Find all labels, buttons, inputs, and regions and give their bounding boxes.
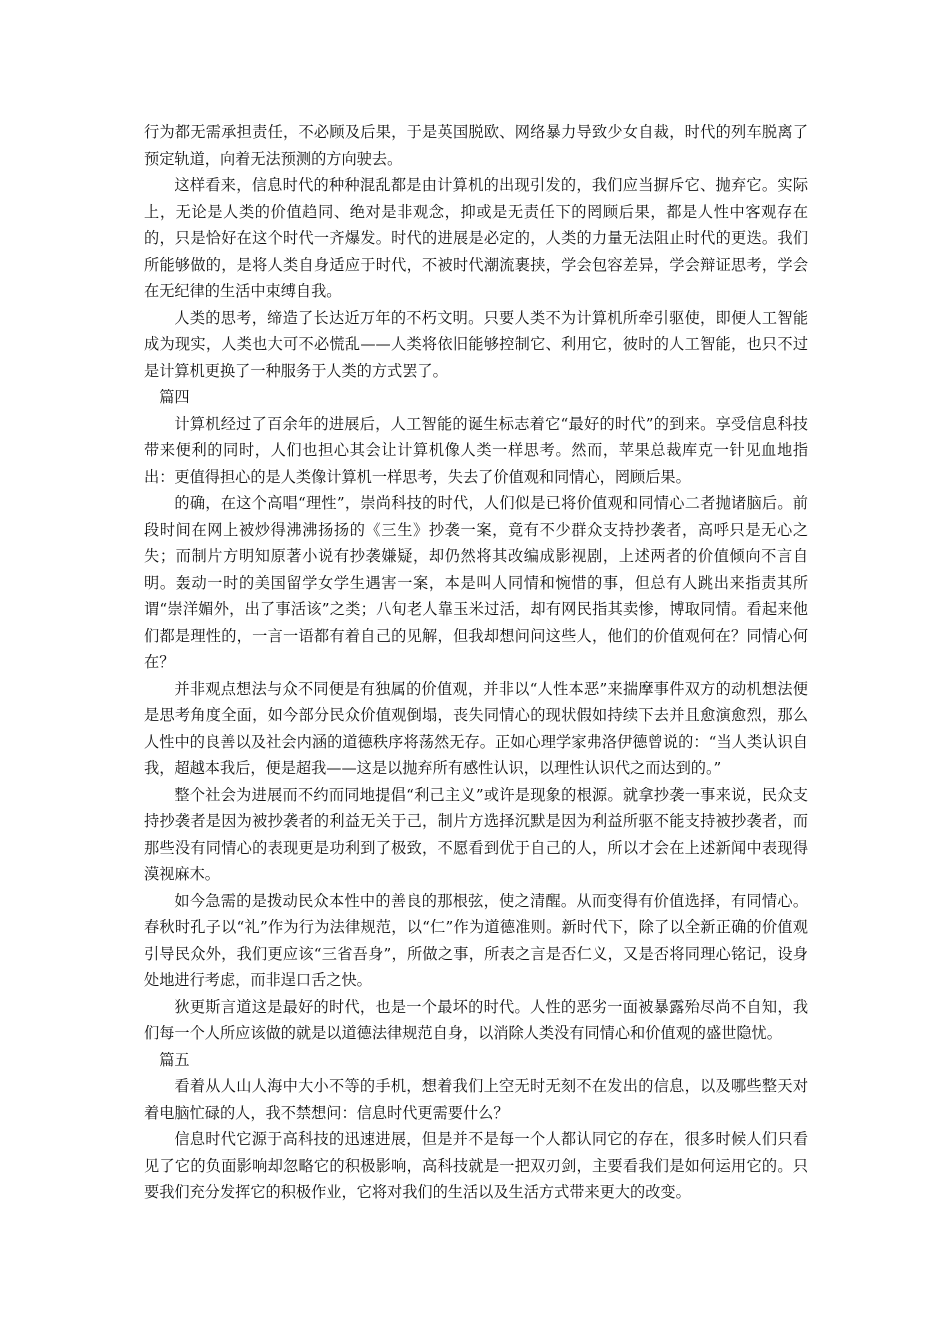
paragraph: 狄更斯言道这是最好的时代，也是一个最坏的时代。人性的恶劣一面被暴露殆尽尚不自知，我们每一个人所应该做的就是以道德法律规范自身，以消除人类没有同情心和价值观的盛世隐忧。 xyxy=(144,997,808,1042)
document-page xyxy=(144,119,808,1206)
section-heading-5: 篇五 xyxy=(159,1050,190,1069)
paragraph: 如今急需的是拨动民众本性中的善良的那根弦，使之清醒。从而变得有价值选择，有同情心。春秋时孔子以“礼”作为行为法律规范，以“仁”作为道德准则。新时代下，除了以全新正确的价值观引导民众外，我们更应该“三省吾身”，所做之事，所表之言是否仁义，又是否将同理心铭记，设身处地进行考虑，而非逞口舌之快。 xyxy=(144,891,808,989)
paragraph: 这样看来，信息时代的种种混乱都是由计算机的出现引发的，我们应当摒斥它、抛弃它。实际上，无论是人类的价值趋同、绝对是非观念，抑或是无责任下的罔顾后果，都是人性中客观存在的，只是恰好在这个时代一齐爆发。时代的进展是必定的，人类的力量无法阻止时代的更迭。我们所能够做的，是将人类自身适应于时代，不被时代潮流裹挟，学会包容差异，学会辩证思考，学会在无纪律的生活中束缚自我。 xyxy=(144,176,808,300)
paragraph: 信息时代它源于高科技的迅速进展，但是并不是每一个人都认同它的存在，很多时候人们只看见了它的负面影响却忽略它的积极影响，高科技就是一把双刃剑，主要看我们是如何运用它的。只要我们充分发挥它的积极作业，它将对我们的生活以及生活方式带来更大的改变。 xyxy=(144,1130,808,1201)
section-heading-4: 篇四 xyxy=(159,388,190,406)
paragraph-continuation: 行为都无需承担责任，不必顾及后果，于是英国脱欧、网络暴力导致少女自裁，时代的列车脱离了预定轨道，向着无法预测的方向驶去。 xyxy=(144,123,808,168)
paragraph: 计算机经过了百余年的进展后，人工智能的诞生标志着它“最好的时代”的到来。享受信息科技带来便利的同时，人们也担心其会让计算机像人类一样思考。然而，苹果总裁库克一针见血地指出：更值得担心的是人类像计算机一样思考，失去了价值观和同情心，罔顾后果。 xyxy=(144,414,808,486)
paragraph: 的确，在这个高唱“理性”，崇尚科技的时代，人们似是已将价值观和同情心二者抛诸脑后。前段时间在网上被炒得沸沸扬扬的《三生》抄袭一案，竟有不少群众支持抄袭者，高呼只是无心之失；而制片方明知原著小说有抄袭嫌疑，却仍然将其改编成影视剧，上述两者的价值倾向不言自明。轰动一时的美国留学女学生遇害一案，本是叫人同情和惋惜的事，但总有人跳出来指责其所谓“崇洋媚外，出了事活该”之类；八旬老人靠玉米过活，却有网民指其卖惨，博取同情。看起来他们都是理性的，一言一语都有着自己的见解，但我却想问问这些人，他们的价值观何在？同情心何在？ xyxy=(144,494,808,671)
paragraph: 整个社会为进展而不约而同地提倡“利己主义”或许是现象的根源。就拿抄袭一事来说，民众支持抄袭者是因为被抄袭者的利益无关于己，制片方选择沉默是因为利益所驱不能支持被抄袭者，而那些没有同情心的表现更是功利到了极致，不愿看到优于自己的人，所以才会在上述新闻中表现得漠视麻木。 xyxy=(144,785,808,883)
paragraph: 看着从人山人海中大小不等的手机，想着我们上空无时无刻不在发出的信息，以及哪些整天对着电脑忙碌的人，我不禁想问：信息时代更需要什么？ xyxy=(144,1077,808,1122)
paragraph: 并非观点想法与众不同便是有独属的价值观，并非以“人性本恶”来揣摩事件双方的动机想法便是思考角度全面，如今部分民众价值观倒塌，丧失同情心的现状假如持续下去并且愈演愈烈，那么人性中的良善以及社会内涵的道德秩序将荡然无存。正如心理学家弗洛伊德曾说的：“当人类认识自我，超越本我后，便是超我——这是以抛弃所有感性认识，以理性认识代之而达到的。” xyxy=(144,679,808,777)
paragraph: 人类的思考，缔造了长达近万年的不朽文明。只要人类不为计算机所牵引驱使，即便人工智能成为现实，人类也大可不必慌乱——人类将依旧能够控制它、利用它，彼时的人工智能，也只不过是计算机更换了一种服务于人类的方式罢了。 xyxy=(144,308,808,380)
